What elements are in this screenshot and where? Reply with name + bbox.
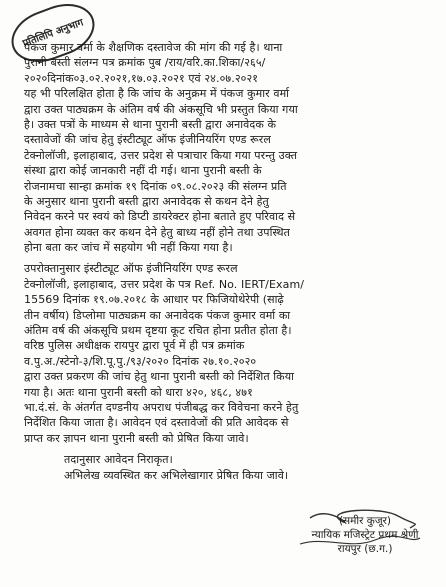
text-line: द्वारा उक्त पाठ्यक्रम के अंतिम वर्ष की अंकसूचि भी प्रस्तुत किया गया xyxy=(24,102,298,116)
closing-block xyxy=(24,452,434,483)
text-line: टेक्नोलॉजी, इलाहाबाद, उत्तर प्रदेश से पत्राचार किया गया परन्तु उक्त xyxy=(24,148,298,162)
text-line: संस्था द्वारा कोई जानकारी नहीं दी गई। थाना पुरानी बस्ती के xyxy=(24,164,262,178)
signatory-name: (समीर कुजूर) xyxy=(338,515,392,527)
text-line: यह भी परिलक्षित होता है कि जांच के अनुक्रम में पंकज कुमार वर्मा xyxy=(24,87,290,101)
text-line: द्वारा उक्त प्रकरण की जांच हेतु थाना पुरानी बस्ती को निर्देशित किया xyxy=(24,370,295,384)
text-line: रोजनामचा सान्हा क्रमांक १९ दिनांक ०९.०८.२०२३ की संलग्न प्रति xyxy=(24,179,287,193)
text-line: व.पु.अ./स्टेनो-३/शि.पू.पु./९३/२०२० दिनांक २७.१०.२०२० xyxy=(24,354,257,368)
closing-line: तदानुसार आवेदन निराकृत। xyxy=(64,453,173,467)
text-line: होना बता कर जांच में सहयोग भी नहीं किया गया है। xyxy=(24,241,233,255)
text-line: अवगत होना व्यक्त कर कथन देने हेतु बाध्य नहीं होने तथा उपस्थित xyxy=(24,225,291,239)
text-line: पुरानी बस्ती संलग्न पत्र क्रमांक पुब /राय/वरि.का.शिका/२६५/ xyxy=(24,56,266,70)
stamp-text: प्रतिलिपि अनुभाग xyxy=(21,16,85,50)
signature-block xyxy=(300,514,430,556)
text-line: पंकज कुमार वर्मा के शैक्षणिक दस्तावेज की मांग की गई है। थाना xyxy=(24,41,283,54)
text-line: के अनुसार थाना पुरानी बस्ती द्वारा अनावेदक से कथन देने हेतु xyxy=(24,194,269,208)
text-line: निवेदन करने पर स्वयं को डिप्टी डायरेक्टर होना बताते हुए परिवाद से xyxy=(24,210,296,224)
text-line: 15569 दिनांक १९.०७.२०१८ के आधार पर फिजियोथेरेपी (साढ़े xyxy=(24,293,284,307)
order-body xyxy=(24,40,434,483)
text-line: अंतिम वर्ष की अंकसूचि प्रथम दृष्टया कूट रचित होना प्रतीत होता है। xyxy=(24,324,292,338)
text-line: दस्तावेजों की जांच हेतु इंस्टीट्यूट ऑफ इंजीनियरिंग एण्ड रूरल xyxy=(24,133,271,147)
text-line: गया है। अतः थाना पुरानी बस्ती को धारा ४२०, ४६८, ४७१ xyxy=(24,385,253,399)
signatory-designation: न्यायिक मजिस्ट्रेट प्रथम श्रेणी xyxy=(311,529,419,541)
text-line: है। उक्त पत्रों के माध्यम से थाना पुरानी बस्ती द्वारा अनावेदक के xyxy=(24,117,277,131)
text-line: टेक्नोलॉजी, इलाहाबाद, उत्तर प्रदेश के पत्र Ref. No. IERT/Exam/ xyxy=(24,277,305,291)
closing-line: अभिलेख व्यवस्थित कर अभिलेखागार प्रेषित किया जावे। xyxy=(64,468,289,482)
text-line: निर्देशित किया जाता है। आवेदन एवं दस्तावेजों की प्रति आवेदक से xyxy=(24,416,289,430)
text-line: २०२०दिनांक०३.०२.२०२१,१७.०३.२०२१ एवं २४.०७.२०२१ xyxy=(24,71,259,85)
text-line: प्राप्त कर ज्ञापन थाना पुरानी बस्ती को प्रेषित किया जावे। xyxy=(24,431,249,445)
paragraph-2 xyxy=(24,261,434,446)
signatory-place: रायपुर (छ.ग.) xyxy=(337,543,393,555)
text-line: उपरोक्तानुसार इंस्टीट्यूट ऑफ इंजीनियरिंग एण्ड रूरल xyxy=(24,262,238,276)
text-line: भा.दं.सं. के अंतर्गत दण्डनीय अपराध पंजीबद्ध कर विवेचना करने हेतु xyxy=(24,400,299,414)
text-line: वरिष्ठ पुलिस अधीक्षक रायपुर द्वारा पूर्व में ही पत्र क्रमांक xyxy=(24,339,245,353)
paragraph-1 xyxy=(24,40,434,255)
text-line: तीन वर्षीय) डिप्लोमा पाठ्यक्रम का अनावेदक पंकज कुमार वर्मा का xyxy=(24,308,291,322)
